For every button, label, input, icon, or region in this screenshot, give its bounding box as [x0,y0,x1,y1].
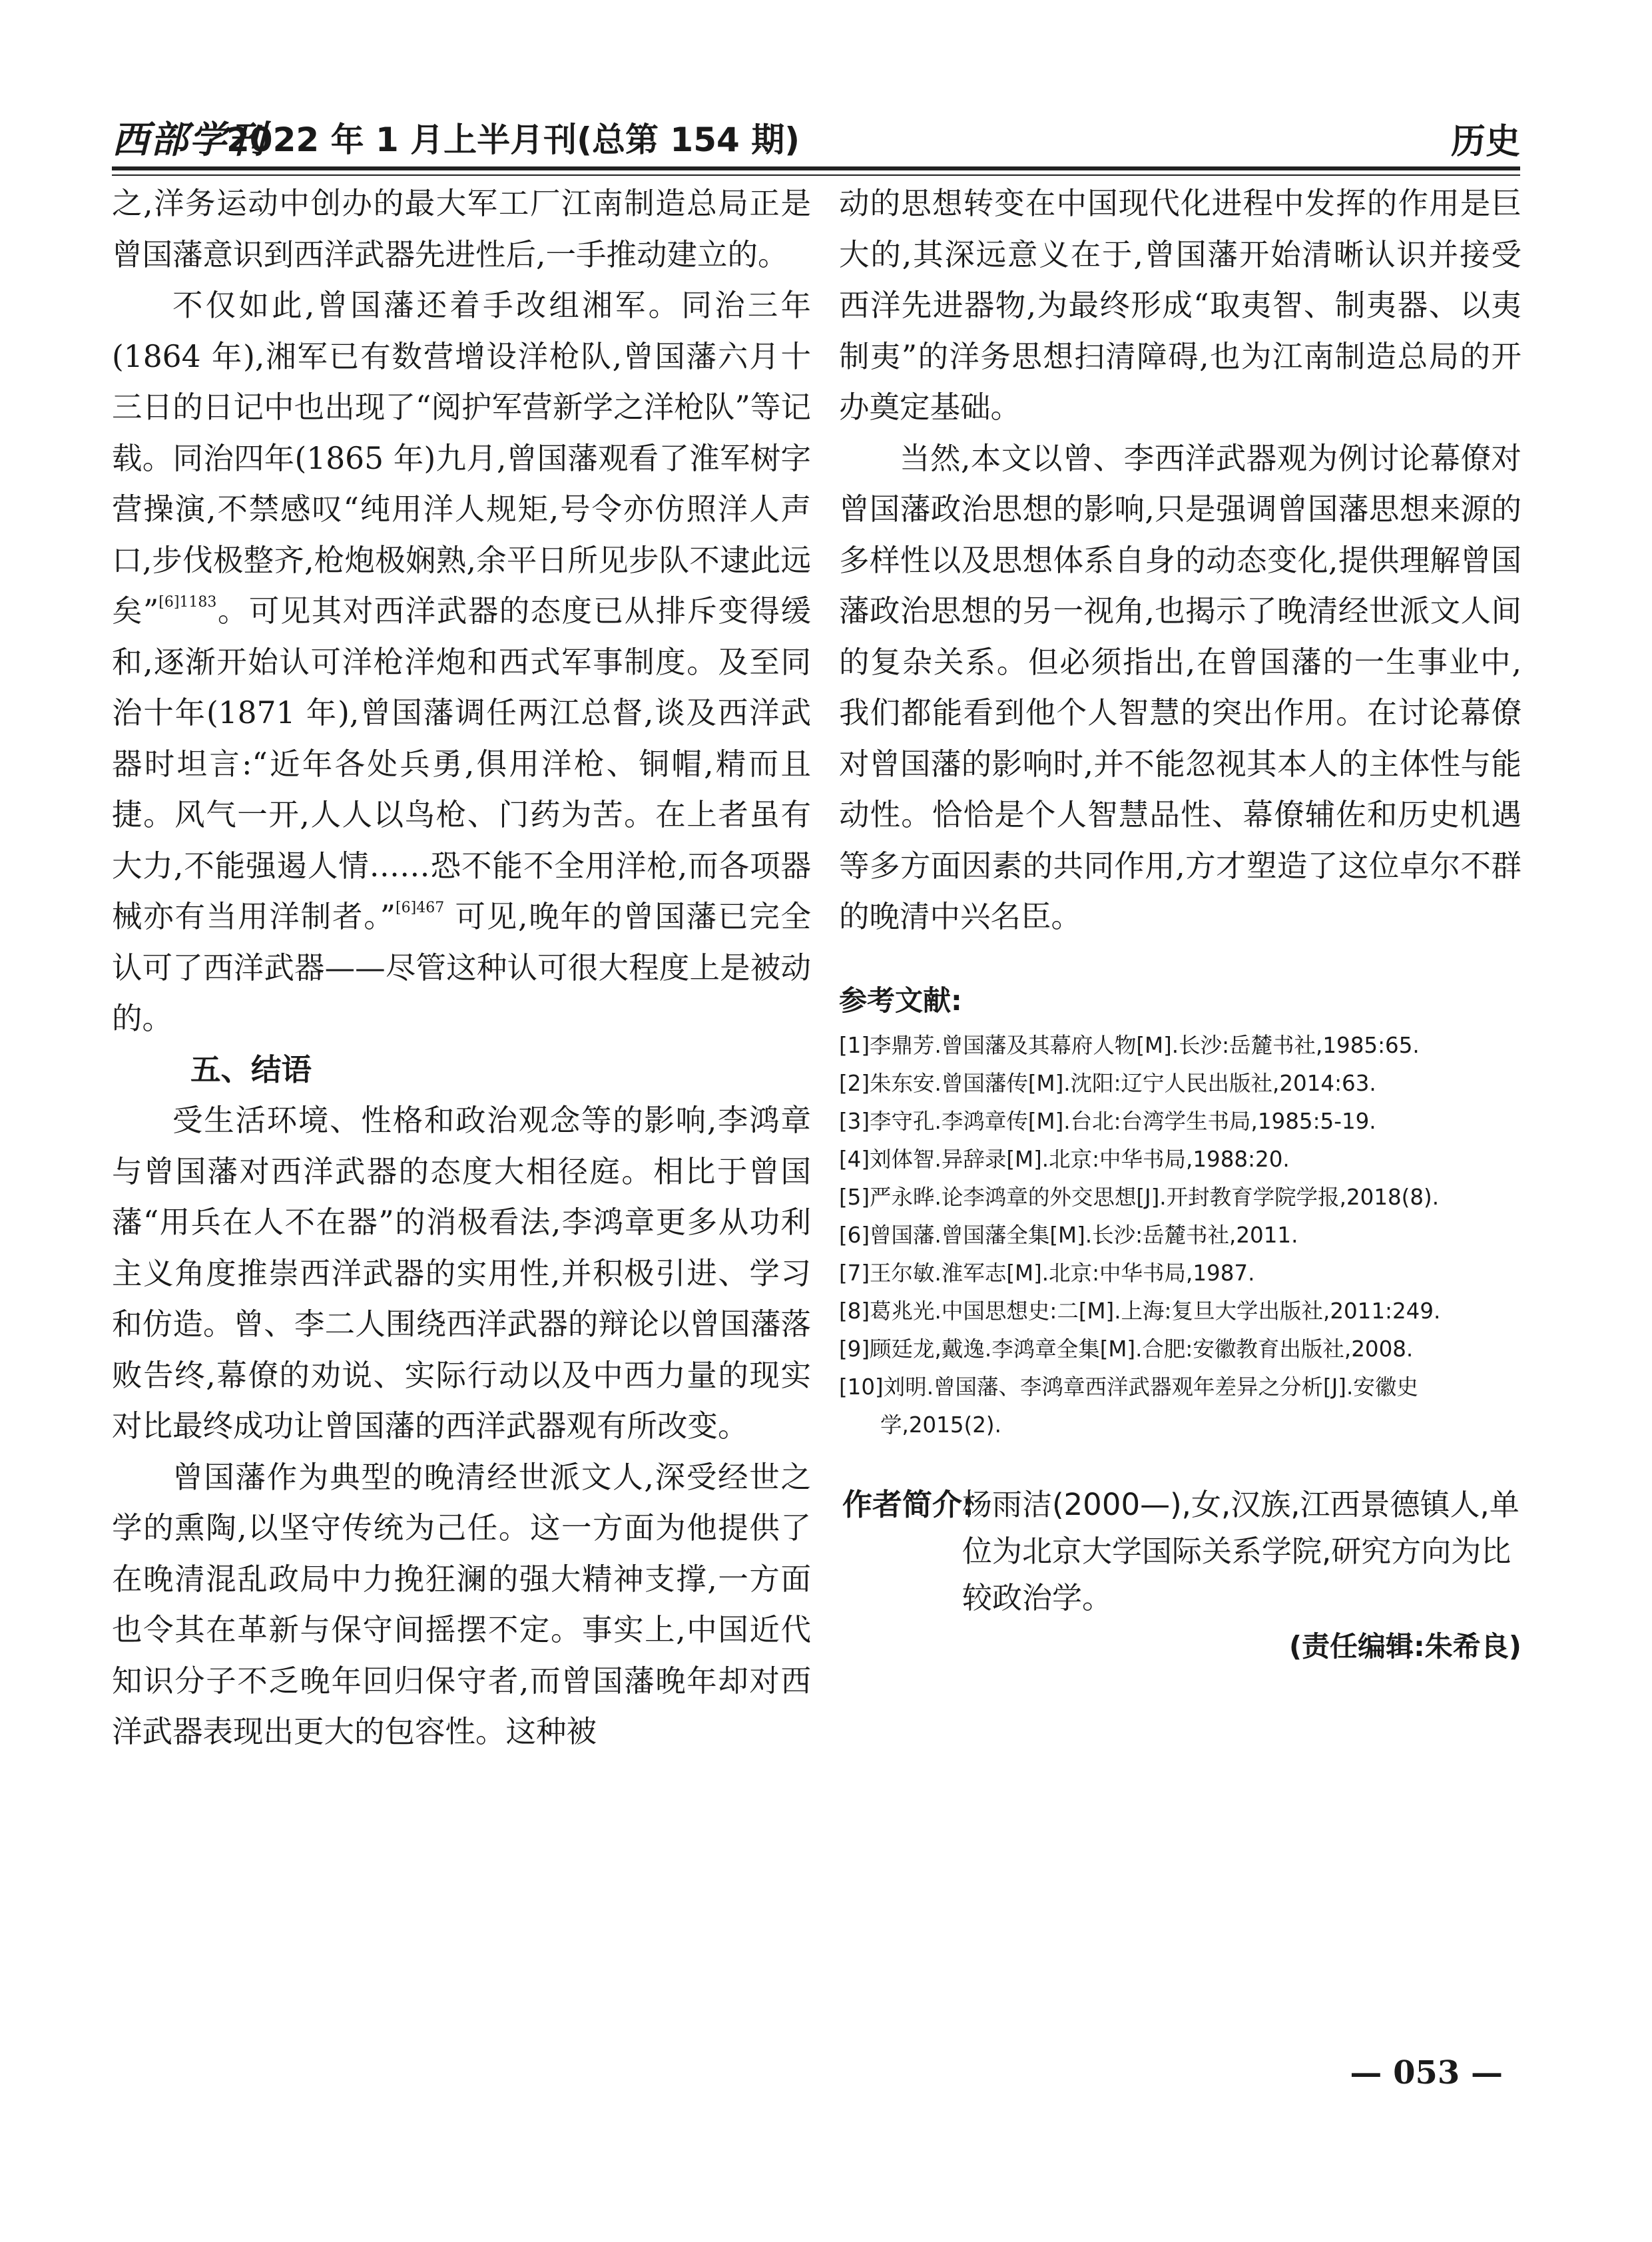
paragraph-text: 可见,晚年的曾国藩已完全认可了西洋武器——尽管这种认可很大程度上是被动的。 [112,899,811,1036]
paragraph: 受生活环境、性格和政治观念等的影响,李鸿章与曾国藩对西洋武器的态度大相径庭。相比于曾国藩“用兵在人不在器”的消极看法,李鸿章更多从功利主义角度推崇西洋武器的实用性,并积极引进、学习和仿造。曾、李二人围绕西洋武器的辩论以曾国藩落败告终,幕僚的劝说、实际行动以及中西力量的现实对比最终成功让曾国藩的西洋武器观有所改变。 [112,1103,811,1444]
author-bio [842,1482,1521,1621]
section-tag: 历史 [1450,122,1520,162]
paragraph [112,280,811,1045]
responsible-editor: (责任编辑:朱希良) [1288,1630,1521,1663]
paragraph: 动的思想转变在中国现代化进程中发挥的作用是巨大的,其深远意义在于,曾国藩开始清晰认识并接受西洋先进器物,为最终形成“取夷智、制夷器、以夷制夷”的洋务思想扫清障碍,也为江南制造总局的开办奠定基础。 [839,186,1521,425]
citation: [6]467 [396,900,445,916]
reference-item: [5]严永晔.论李鸿章的外交思想[J].开封教育学院学报,2018(8). [839,1184,1440,1210]
reference-item: [6]曾国藩.曾国藩全集[M].长沙:岳麓书社,2011. [839,1222,1298,1248]
section-heading: 五、结语 [190,1051,312,1087]
paragraph-text: 不仅如此,曾国藩还着手改组湘军。同治三年(1864 年),湘军已有数营增设洋枪队,曾国藩六月十三日的日记中也出现了“阅护军营新学之洋枪队”等记载。同治四年(1865 年)九月,曾国藩观看了淮军树字营操演,不禁感叹“纯用洋人规矩,号令亦仿照洋人声口,步伐极整齐,枪炮极娴熟,余平日所见步队不逮此远矣” [112,288,811,629]
paragraph-text: 。可见其对西洋武器的态度已从排斥变得缓和,逐渐开始认可洋枪洋炮和西式军事制度。及至同治十年(1871 年),曾国藩调任两江总督,谈及西洋武器时坦言:“近年各处兵勇,俱用洋枪、铜帽,精而且捷。风气一开,人人以鸟枪、门药为苦。在上者虽有大力,不能强遏人情……恐不能不全用洋枪,而各项器械亦有当用洋制者。” [112,593,811,934]
reference-item: [9]顾廷龙,戴逸.李鸿章全集[M].合肥:安徽教育出版社,2008. [839,1336,1414,1362]
author-bio-label: 作者简介: [842,1487,974,1522]
reference-item: [10]刘明.曾国藩、李鸿章西洋武器观年差异之分析[J].安徽史学,2015(2). [839,1374,1418,1438]
reference-item: [7]王尔敏.淮军志[M].北京:中华书局,1987. [839,1260,1255,1286]
citation: [6]1183 [158,594,217,611]
references-title: 参考文献: [839,983,962,1017]
paragraph: 当然,本文以曾、李西洋武器观为例讨论幕僚对曾国藩政治思想的影响,只是强调曾国藩思想来源的多样性以及思想体系自身的动态变化,提供理解曾国藩政治思想的另一视角,也揭示了晚清经世派文人间的复杂关系。但必须指出,在曾国藩的一生事业中,我们都能看到他个人智慧的突出作用。在讨论幕僚对曾国藩的影响时,并不能忽视其本人的主体性与能动性。恰恰是个人智慧品性、幕僚辅佐和历史机遇等多方面因素的共同作用,方才塑造了这位卓尔不群的晚清中兴名臣。 [839,440,1521,934]
author-bio-text: 杨雨洁(2000—),女,汉族,江西景德镇人,单位为北京大学国际关系学院,研究方向为比较政治学。 [962,1487,1519,1615]
references-list [839,1027,1521,1444]
paragraph: 之,洋务运动中创办的最大军工厂江南制造总局正是曾国藩意识到西洋武器先进性后,一手推动建立的。 [112,186,811,272]
header-rule [112,166,1520,170]
page-number: — 053 — [1350,2054,1503,2092]
right-column [839,178,1521,1444]
paragraph: 曾国藩作为典型的晚清经世派文人,深受经世之学的熏陶,以坚守传统为己任。这一方面为他提供了在晚清混乱政局中力挽狂澜的强大精神支撑,一方面也令其在革新与保守间摇摆不定。事实上,中国近代知识分子不乏晚年回归保守者,而曾国藩晚年却对西洋武器表现出更大的包容性。这种被 [112,1459,811,1749]
left-column [112,178,811,1758]
reference-item: [3]李守孔.李鸿章传[M].台北:台湾学生书局,1985:5-19. [839,1108,1376,1134]
journal-logo: 西部学刊 [112,118,266,162]
journal-issue: 2022 年 1 月上半月刊(总第 154 期) [226,121,800,159]
reference-item: [8]葛兆光.中国思想史:二[M].上海:复旦大学出版社,2011:249. [839,1298,1441,1324]
reference-item: [2]朱东安.曾国藩传[M].沈阳:辽宁人民出版社,2014:63. [839,1070,1376,1096]
reference-item: [1]李鼎芳.曾国藩及其幕府人物[M].长沙:岳麓书社,1985:65. [839,1032,1420,1058]
header-rule-thin [112,174,1520,176]
running-header [112,107,1520,164]
reference-item: [4]刘体智.异辞录[M].北京:中华书局,1988:20. [839,1146,1290,1172]
